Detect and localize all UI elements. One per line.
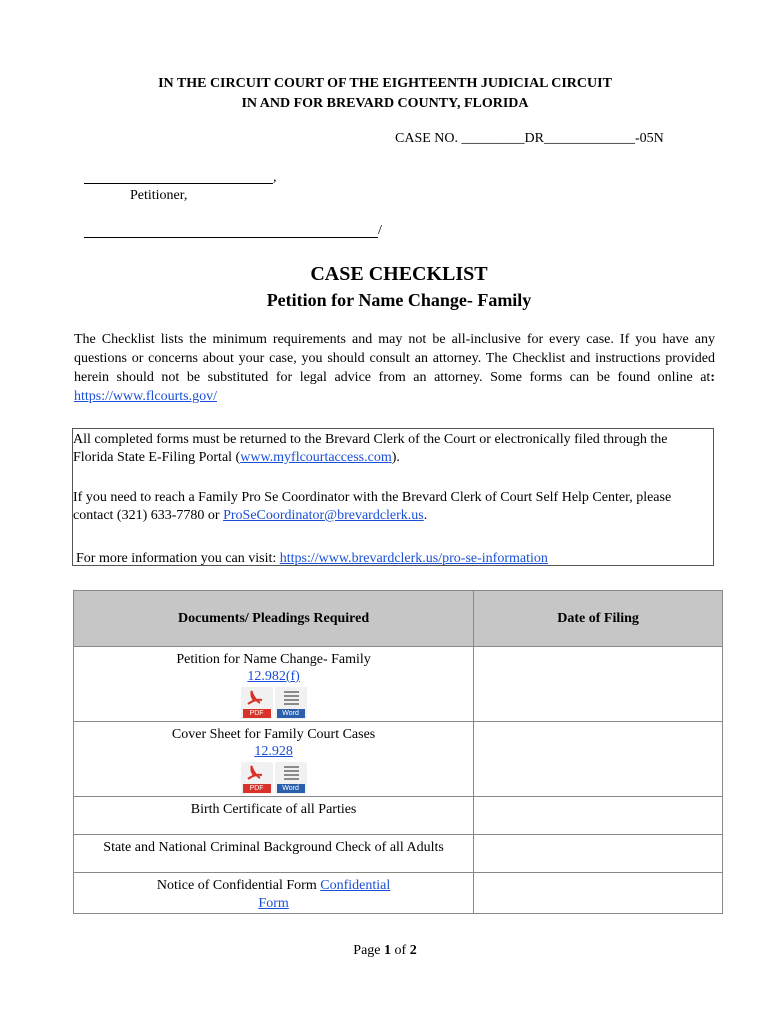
document-title: Petition for Name Change- Family — [176, 652, 371, 667]
petitioner-label: Petitioner, — [130, 188, 188, 203]
pdf-file-icon[interactable]: PDF — [241, 687, 273, 719]
table-row — [74, 722, 723, 797]
table-row — [74, 647, 723, 722]
court-heading-line2: IN AND FOR BREVARD COUNTY, FLORIDA — [241, 96, 529, 111]
intro-colon: : — [710, 370, 715, 385]
caption-slash: / — [378, 223, 382, 238]
pdf-file-icon[interactable]: PDF — [241, 762, 273, 794]
court-heading-line1: IN THE CIRCUIT COURT OF THE EIGHTEENTH JUDICIAL CIRCUIT — [158, 76, 612, 91]
word-file-icon[interactable]: Word — [275, 762, 307, 794]
flcourts-link[interactable]: https://www.flcourts.gov/ — [74, 389, 217, 404]
date-of-filing-cell[interactable] — [474, 797, 723, 835]
date-of-filing-cell[interactable] — [474, 873, 723, 914]
confidential-form-link[interactable]: Confidential — [320, 878, 391, 893]
form-12982f-link[interactable]: 12.982(f) — [247, 669, 300, 684]
document-title: Cover Sheet for Family Court Cases — [171, 727, 376, 742]
document-title: Birth Certificate of all Parties — [190, 802, 357, 817]
table-row — [74, 873, 723, 914]
notice-box — [72, 428, 714, 566]
date-of-filing-cell[interactable] — [474, 835, 723, 873]
notice-more-info: For more information you can visit: https://www.brevardclerk.us/pro-se-information — [76, 551, 548, 566]
intro-paragraph — [74, 330, 715, 406]
table-row — [74, 797, 723, 835]
confidential-form-link-cont[interactable]: Form — [258, 896, 289, 911]
form-12928-link[interactable]: 12.928 — [254, 744, 293, 759]
notice-return-forms: All completed forms must be returned to the Brevard Clerk of the Court or electronically filed through the Florida State E-Filing Portal (www.myflcourtaccess.com). — [73, 432, 668, 465]
page-number: Page 1 of 2 — [353, 943, 417, 958]
table-header-row — [74, 591, 723, 647]
page-title: CASE CHECKLIST — [310, 263, 488, 285]
date-column-header: Date of Filing — [474, 591, 723, 647]
efiling-portal-link[interactable]: www.myflcourtaccess.com — [240, 450, 392, 465]
date-of-filing-cell[interactable] — [474, 722, 723, 797]
notice-coordinator: If you need to reach a Family Pro Se Coordinator with the Brevard Clerk of Court Self Help Center, please contact (321) 633-7780 or ProSeCoordinator@brevardclerk.us. — [73, 490, 672, 523]
respondent-name-line — [84, 237, 378, 238]
word-file-icon[interactable]: Word — [275, 687, 307, 719]
coordinator-email-link[interactable]: ProSeCoordinator@brevardclerk.us — [223, 508, 424, 523]
petitioner-name-line — [84, 183, 273, 184]
pro-se-info-link[interactable]: https://www.brevardclerk.us/pro-se-information — [279, 551, 548, 566]
table-row — [74, 835, 723, 873]
page-subtitle: Petition for Name Change- Family — [266, 290, 532, 310]
document-title: Notice of Confidential Form — [156, 878, 321, 893]
petitioner-comma: , — [273, 170, 277, 185]
checklist-table — [73, 590, 723, 914]
documents-column-header: Documents/ Pleadings Required — [74, 591, 474, 647]
intro-text: The Checklist lists the minimum requirements and may not be all-inclusive for every case. If you have any questions or concerns about your case, you should consult an attorney. The Checklist and instructions provided herein should not be substituted for legal advice from an attorney. Some forms can be found online at — [74, 332, 715, 385]
document-title: State and National Criminal Background Check of all Adults — [103, 840, 444, 855]
date-of-filing-cell[interactable] — [474, 647, 723, 722]
case-number: CASE NO. _________DR_____________-05N — [395, 131, 664, 146]
